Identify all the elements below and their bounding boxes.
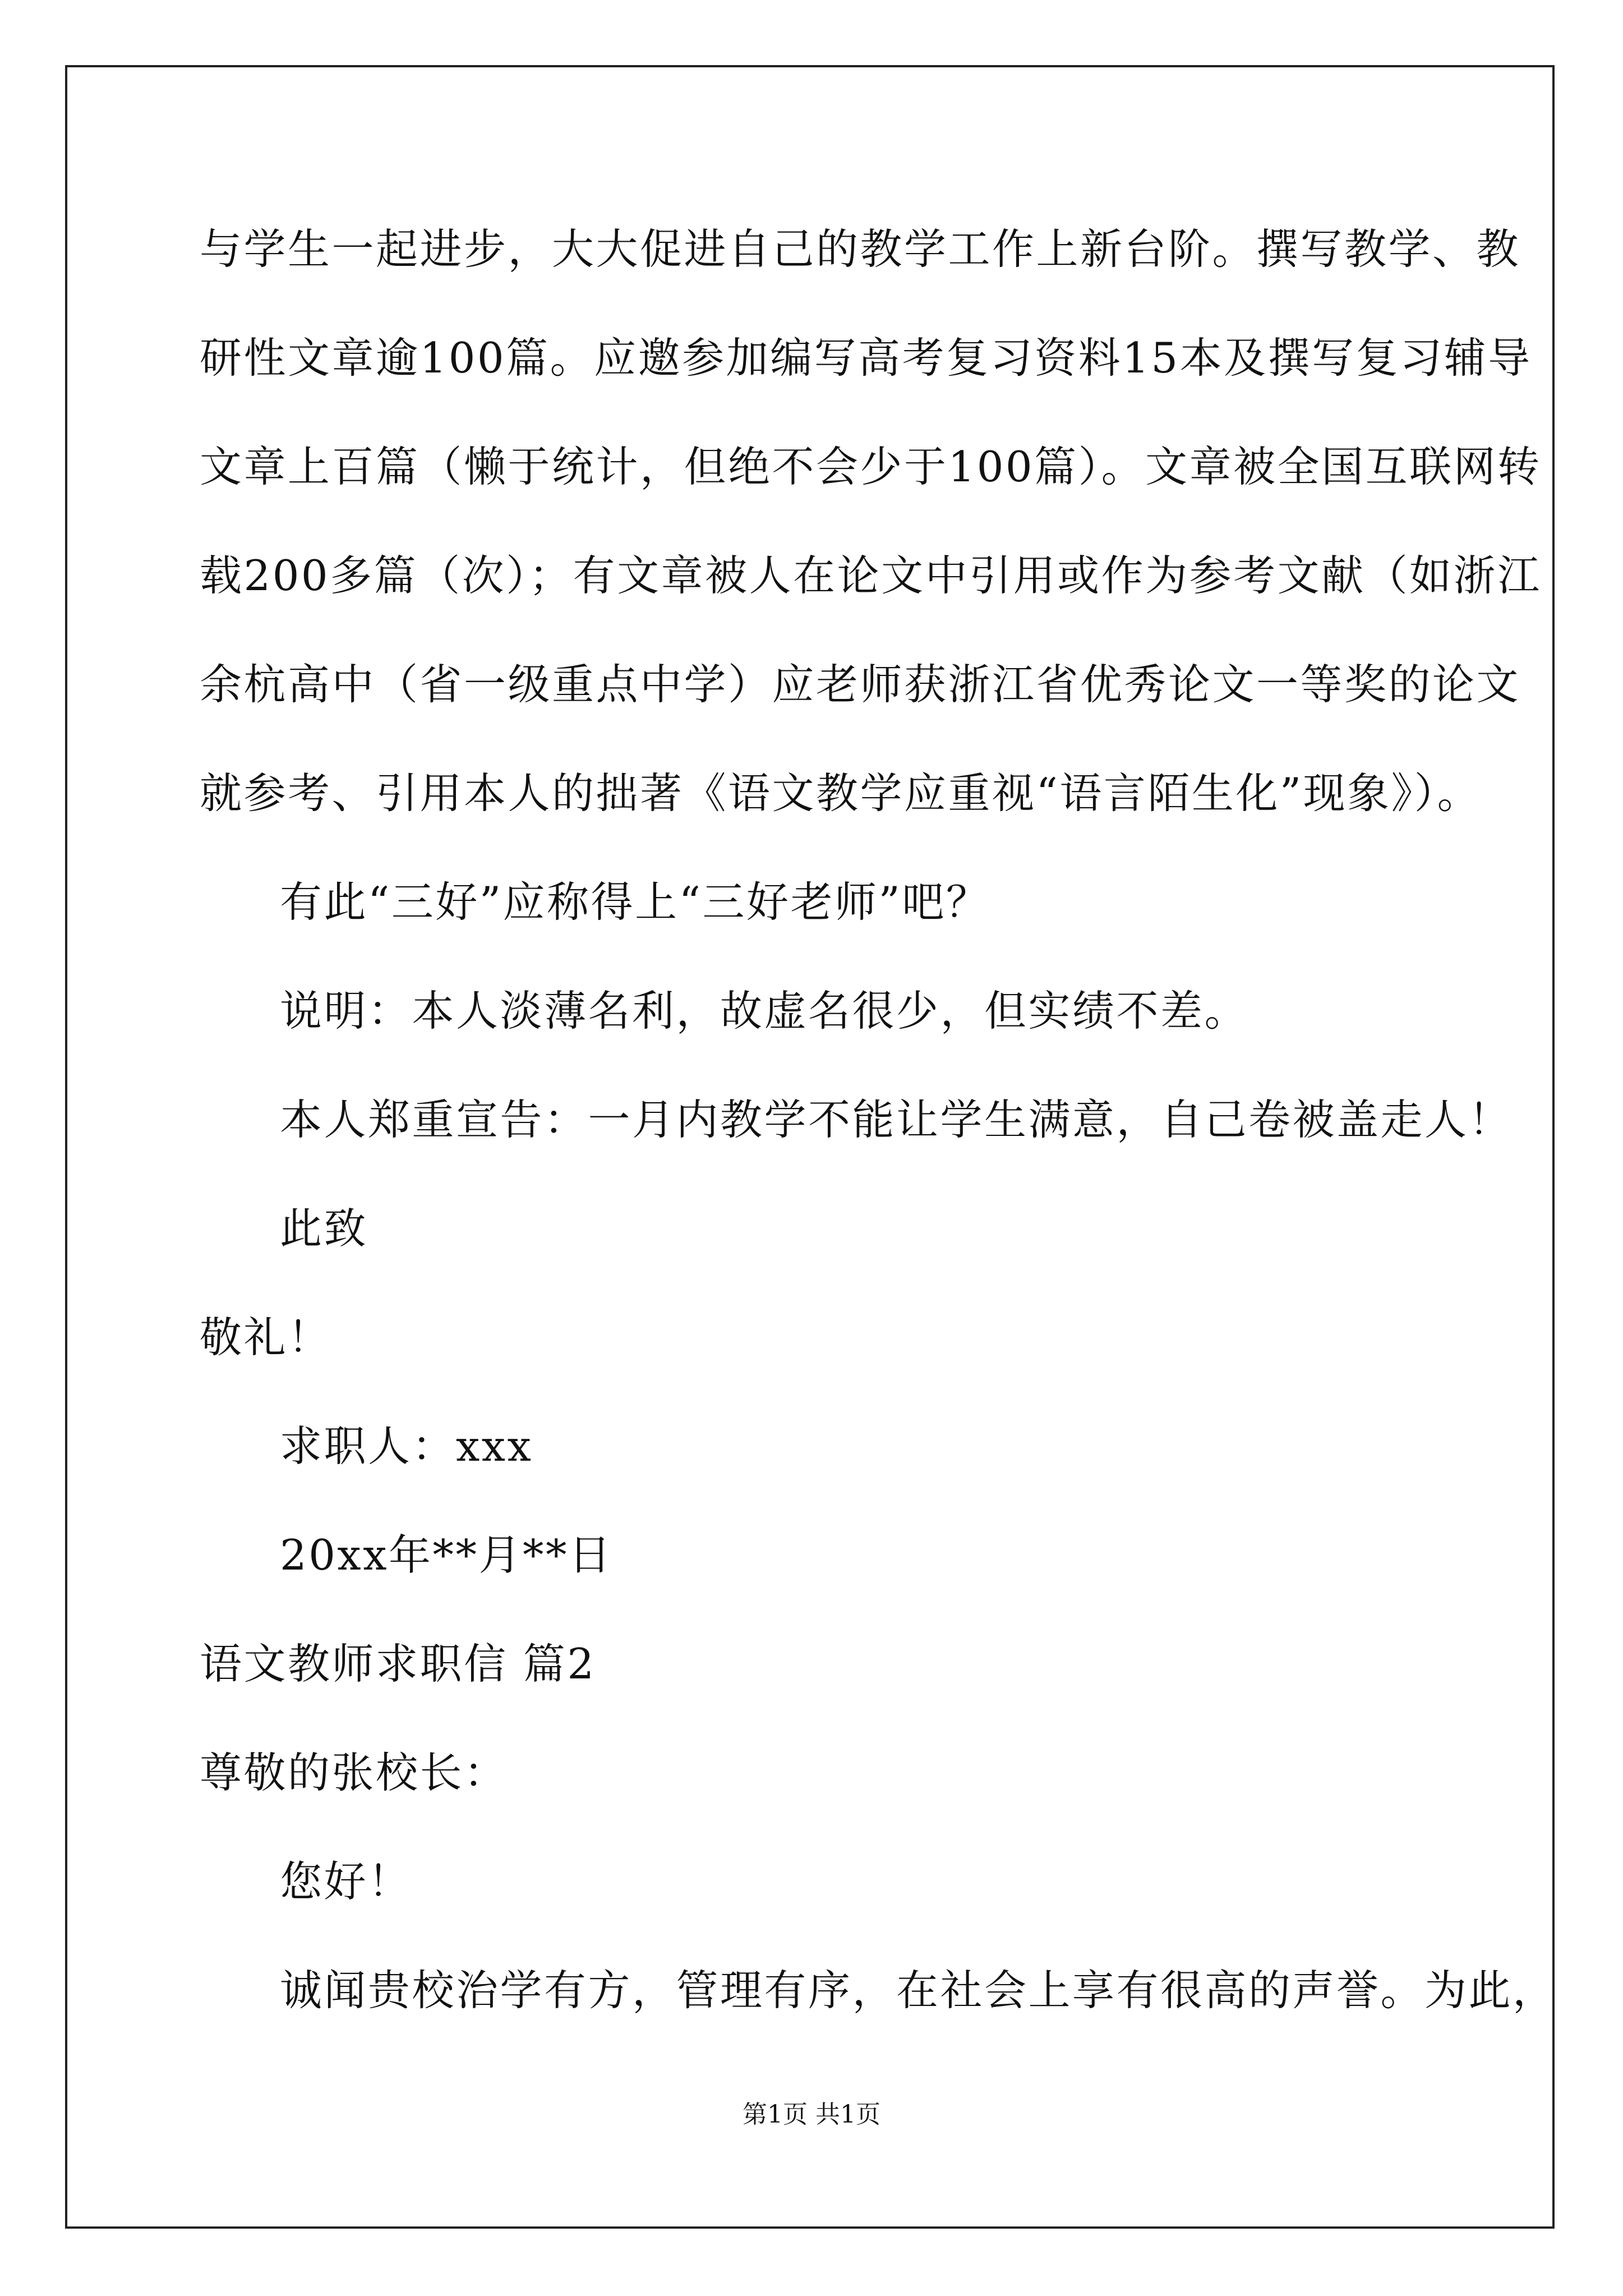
paragraph-line: 与学生一起进步，大大促进自己的教学工作上新台阶。撰写教学、教 [200,224,1521,274]
section-heading: 语文教师求职信 篇2 [200,1639,596,1688]
paragraph-line: 诚闻贵校治学有方，管理有序，在社会上享有很高的声誉。为此， [280,1966,1557,2015]
paragraph-line: 有此“三好”应称得上“三好老师”吧？ [280,877,990,927]
greeting: 您好！ [280,1857,412,1906]
paragraph-line: 本人郑重宣告：一月内教学不能让学生满意，自己卷被盖走人！ [280,1095,1513,1144]
closing-phrase: 此致 [280,1204,368,1253]
paragraph-line: 研性文章逾100篇。应邀参加编写高考复习资料15本及撰写复习辅导 [200,333,1532,383]
paragraph-line: 余杭高中（省一级重点中学）应老师获浙江省优秀论文一等奖的论文 [200,660,1521,709]
signature-date: 20xx年**月**日 [280,1530,613,1580]
paragraph-line: 文章上百篇（懒于统计，但绝不会少于100篇）。文章被全国互联网转 [200,442,1542,491]
salutation: 敬礼！ [200,1313,332,1362]
page-footer: 第1页 共1页 [743,2100,880,2129]
paragraph-line: 载200多篇（次）；有文章被人在论文中引用或作为参考文献（如浙江 [200,551,1542,600]
signature-name: 求职人：xxx [280,1421,533,1471]
letter-addressee: 尊敬的张校长： [200,1748,508,1797]
paragraph-line: 就参考、引用本人的拙著《语文教学应重视“语言陌生化”现象》）。 [200,769,1482,818]
paragraph-line: 说明：本人淡薄名利，故虚名很少，但实绩不差。 [280,986,1249,1036]
